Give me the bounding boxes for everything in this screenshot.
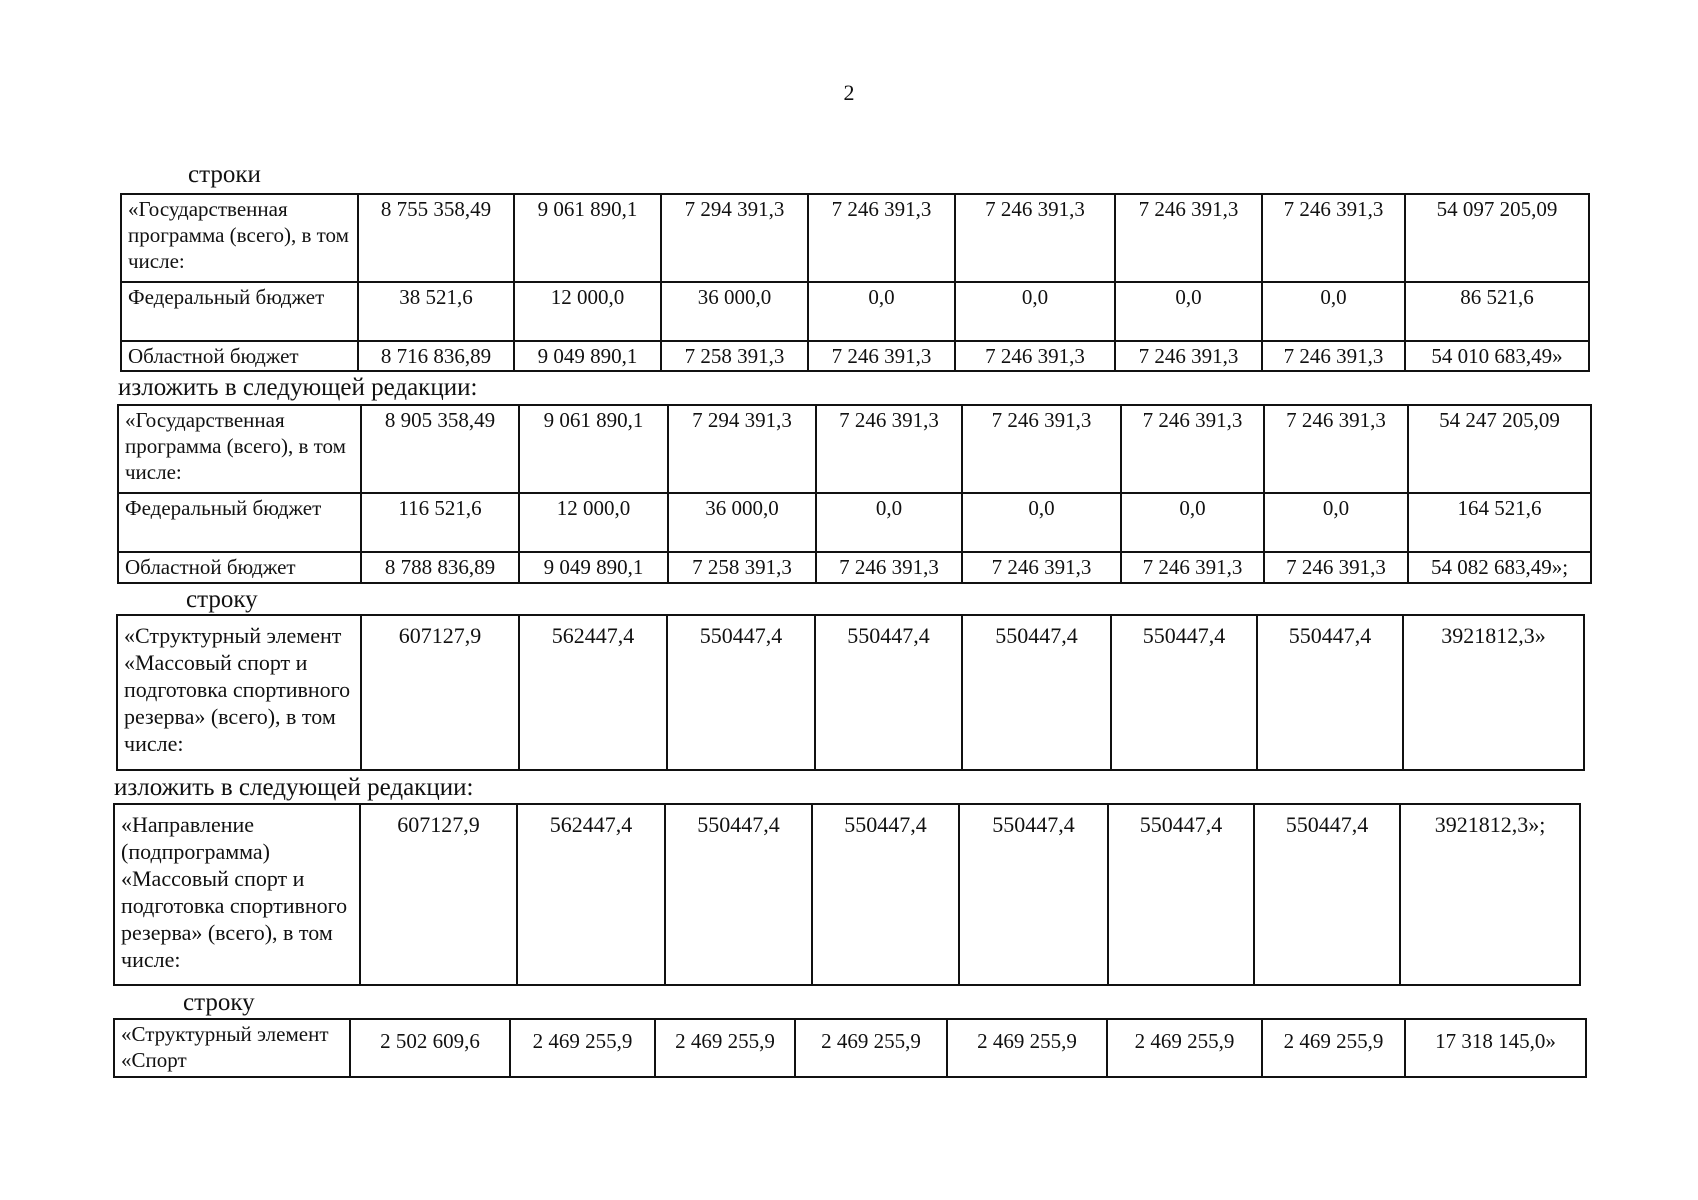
table-cell: 7 258 391,3 bbox=[668, 552, 816, 583]
table-cell: 0,0 bbox=[1121, 493, 1264, 552]
section-intro: строку bbox=[183, 989, 255, 1016]
direction-table-revised bbox=[113, 803, 1581, 986]
table-cell: 36 000,0 bbox=[668, 493, 816, 552]
table-cell: 0,0 bbox=[962, 493, 1121, 552]
table-cell: 8 716 836,89 bbox=[358, 341, 514, 371]
table-row bbox=[114, 1019, 1586, 1077]
table-cell: 0,0 bbox=[816, 493, 962, 552]
table-cell: 7 246 391,3 bbox=[1115, 341, 1262, 371]
table-cell: 0,0 bbox=[955, 282, 1115, 341]
section-intro: изложить в следующей редакции: bbox=[114, 774, 474, 801]
table-cell: 12 000,0 bbox=[514, 282, 661, 341]
table-cell: 7 246 391,3 bbox=[955, 194, 1115, 282]
table-cell: 54 082 683,49»; bbox=[1408, 552, 1591, 583]
table-row bbox=[114, 804, 1580, 985]
structural-element-table-original bbox=[116, 614, 1585, 771]
budget-table-original bbox=[120, 193, 1590, 372]
table-cell: 7 294 391,3 bbox=[661, 194, 808, 282]
table-cell: 550447,4 bbox=[1257, 615, 1403, 770]
table-row bbox=[118, 405, 1591, 493]
structural-element-sport-table bbox=[113, 1018, 1587, 1078]
table-cell: 54 247 205,09 bbox=[1408, 405, 1591, 493]
section-intro: строки bbox=[188, 161, 261, 188]
budget-table-revised bbox=[117, 404, 1592, 584]
table-row bbox=[118, 552, 1591, 583]
section-intro: строку bbox=[186, 586, 258, 613]
table-cell: 7 246 391,3 bbox=[1262, 341, 1405, 371]
table-row bbox=[118, 493, 1591, 552]
table-row bbox=[121, 341, 1589, 371]
table-cell: 550447,4 bbox=[665, 804, 812, 985]
table-cell: 550447,4 bbox=[667, 615, 815, 770]
table-cell: 9 061 890,1 bbox=[519, 405, 668, 493]
table-cell: 550447,4 bbox=[1111, 615, 1257, 770]
table-cell: 7 246 391,3 bbox=[1264, 405, 1408, 493]
table-row bbox=[121, 282, 1589, 341]
table-cell: 7 246 391,3 bbox=[1262, 194, 1405, 282]
table-cell: 12 000,0 bbox=[519, 493, 668, 552]
table-cell: 550447,4 bbox=[959, 804, 1108, 985]
table-cell: 2 469 255,9 bbox=[1262, 1019, 1405, 1077]
table-cell: 2 502 609,6 bbox=[350, 1019, 510, 1077]
table-cell: 0,0 bbox=[1262, 282, 1405, 341]
row-label: Областной бюджет bbox=[121, 341, 358, 371]
table-cell: 2 469 255,9 bbox=[1107, 1019, 1262, 1077]
table-cell: 7 246 391,3 bbox=[962, 552, 1121, 583]
table-cell: 7 246 391,3 bbox=[808, 194, 955, 282]
table-cell: 9 049 890,1 bbox=[514, 341, 661, 371]
row-label: «Структурный элемент «Массовый спорт и подготовка спортивного резерва» (всего), в том числе: bbox=[117, 615, 361, 770]
table-cell: 38 521,6 bbox=[358, 282, 514, 341]
table-cell: 7 246 391,3 bbox=[1264, 552, 1408, 583]
row-label: Областной бюджет bbox=[118, 552, 361, 583]
table-cell: 2 469 255,9 bbox=[510, 1019, 655, 1077]
table-cell: 3921812,3» bbox=[1403, 615, 1584, 770]
table-cell: 8 905 358,49 bbox=[361, 405, 519, 493]
table-cell: 9 049 890,1 bbox=[519, 552, 668, 583]
row-label: Федеральный бюджет bbox=[121, 282, 358, 341]
table-cell: 562447,4 bbox=[517, 804, 665, 985]
table-cell: 7 246 391,3 bbox=[1121, 405, 1264, 493]
table-cell: 54 097 205,09 bbox=[1405, 194, 1589, 282]
row-label: «Направление (подпрограмма) «Массовый спорт и подготовка спортивного резерва» (всего), в том числе: bbox=[114, 804, 360, 985]
table-cell: 562447,4 bbox=[519, 615, 667, 770]
row-label: «Государственная программа (всего), в том числе: bbox=[121, 194, 358, 282]
page-number: 2 bbox=[843, 80, 855, 105]
table-cell: 86 521,6 bbox=[1405, 282, 1589, 341]
row-label: Федеральный бюджет bbox=[118, 493, 361, 552]
table-cell: 8 788 836,89 bbox=[361, 552, 519, 583]
table-cell: 8 755 358,49 bbox=[358, 194, 514, 282]
table-cell: 2 469 255,9 bbox=[655, 1019, 795, 1077]
table-cell: 7 246 391,3 bbox=[1121, 552, 1264, 583]
table-cell: 3921812,3»; bbox=[1400, 804, 1580, 985]
table-cell: 7 258 391,3 bbox=[661, 341, 808, 371]
table-cell: 116 521,6 bbox=[361, 493, 519, 552]
table-cell: 54 010 683,49» bbox=[1405, 341, 1589, 371]
table-cell: 7 246 391,3 bbox=[1115, 194, 1262, 282]
table-cell: 607127,9 bbox=[360, 804, 517, 985]
table-cell: 2 469 255,9 bbox=[947, 1019, 1107, 1077]
table-cell: 17 318 145,0» bbox=[1405, 1019, 1586, 1077]
table-cell: 550447,4 bbox=[1108, 804, 1254, 985]
row-label: «Структурный элемент «Спорт bbox=[114, 1019, 350, 1077]
table-cell: 2 469 255,9 bbox=[795, 1019, 947, 1077]
table-cell: 550447,4 bbox=[815, 615, 962, 770]
row-label: «Государственная программа (всего), в том числе: bbox=[118, 405, 361, 493]
table-cell: 550447,4 bbox=[962, 615, 1111, 770]
table-cell: 0,0 bbox=[1264, 493, 1408, 552]
table-cell: 607127,9 bbox=[361, 615, 519, 770]
table-cell: 9 061 890,1 bbox=[514, 194, 661, 282]
table-cell: 7 246 391,3 bbox=[955, 341, 1115, 371]
section-intro: изложить в следующей редакции: bbox=[118, 374, 478, 401]
table-cell: 7 294 391,3 bbox=[668, 405, 816, 493]
table-cell: 7 246 391,3 bbox=[808, 341, 955, 371]
table-cell: 164 521,6 bbox=[1408, 493, 1591, 552]
table-cell: 36 000,0 bbox=[661, 282, 808, 341]
table-row bbox=[121, 194, 1589, 282]
table-cell: 7 246 391,3 bbox=[962, 405, 1121, 493]
table-cell: 550447,4 bbox=[1254, 804, 1400, 985]
table-row bbox=[117, 615, 1584, 770]
table-cell: 550447,4 bbox=[812, 804, 959, 985]
table-cell: 0,0 bbox=[808, 282, 955, 341]
table-cell: 7 246 391,3 bbox=[816, 405, 962, 493]
table-cell: 7 246 391,3 bbox=[816, 552, 962, 583]
table-cell: 0,0 bbox=[1115, 282, 1262, 341]
